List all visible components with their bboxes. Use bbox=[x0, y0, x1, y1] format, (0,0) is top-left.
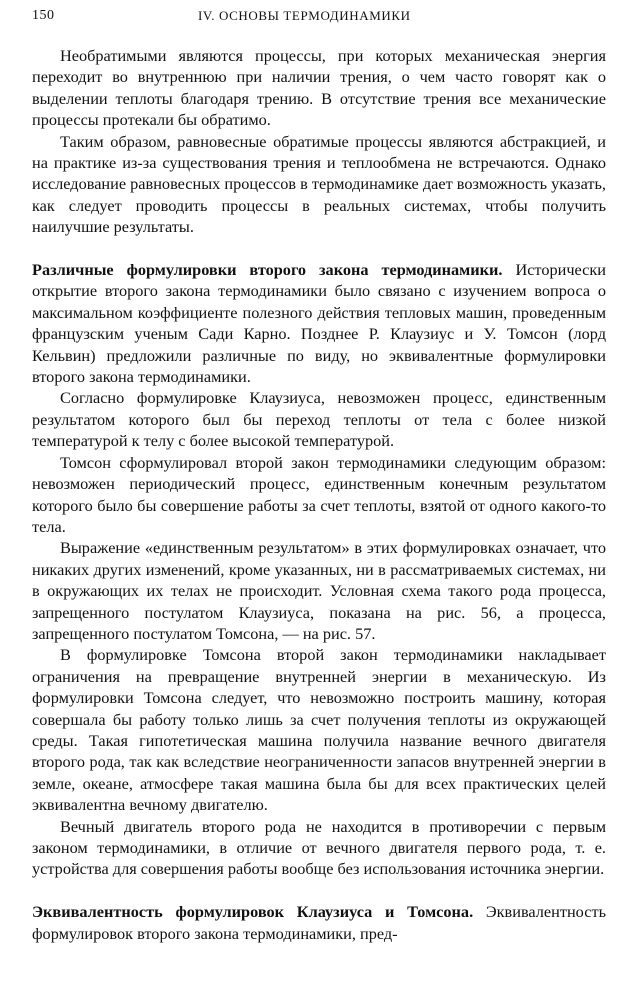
paragraph: Выражение «единственным результатом» в этих формулировках означает, что никаких других изменений, кроме указанных, ни в рассматриваемых системах, ни в окружающих их телах не происходит. Условная схема такого рода процесса, запрещенного постулатом Клаузиуса, показана на рис. 56, а процесса, запрещенного постулатом Томсона, — на рис. 57. bbox=[32, 538, 606, 643]
paragraph: В формулировке Томсона второй закон термодинамики накладывает ограничения на превращение внутренней энергии в механическую. Из формулировки Томсона следует, что невозможно построить машину, которая совершала бы работу только лишь за счет получения теплоты из окружающей среды. Такая гипотетическая машина получила название вечного двигателя второго рода, так как вследствие неограниченности запасов внутренней энергии в земле, океане, атмосфере такая машина была бы для всех практических целей эквивалентна вечному двигателю. bbox=[32, 645, 606, 815]
section-lead-text: Исторически открытие второго закона термодинамики было связано с изучением вопроса о максимальном коэффициенте полезного действия тепловых машин, проведенным французским ученым Сади Карно. Позднее Р. Клаузиус и У. Томсон (лорд Кельвин) предложили различные по виду, но эквивалентные формулировки второго закона термодинамики. bbox=[32, 260, 606, 387]
paragraph: Вечный двигатель второго рода не находится в противоречии с первым законом термодинамики, в отличие от вечного двигателя первого рода, т. е. устройства для совершения работы вообще без использования источника энергии. bbox=[32, 816, 606, 879]
section-paragraph bbox=[32, 901, 606, 944]
page-number: 150 bbox=[32, 8, 55, 23]
section-lead-text: Эквивалентность формулировок второго закона термодинамики, пред- bbox=[32, 902, 606, 943]
paragraph: Таким образом, равновесные обратимые процессы являются абстракцией, и на практике из-за существования трения и теплообмена не встречаются. Однако исследование равновесных процессов в термодинамике дает возможность указать, как следует проводить процессы в реальных системах, чтобы получить наилучшие результаты. bbox=[32, 131, 606, 237]
paragraph: Согласно формулировке Клаузиуса, невозможен процесс, единственным результатом которого был бы переход теплоты от тела с более низкой температурой к телу с более высокой температурой. bbox=[32, 388, 606, 451]
section-heading: Эквивалентность формулировок Клаузиуса и Томсона. bbox=[32, 902, 474, 922]
book-page bbox=[32, 8, 606, 944]
paragraph: Томсон сформулировал второй закон термодинамики следующим образом: невозможен периодический процесс, единственным конечным результатом которого было бы совершение работы за счет теплоты, взятой от одного какого-то тела. bbox=[32, 452, 606, 536]
paragraph: Необратимыми являются процессы, при которых механическая энергия переходит во внутреннюю при наличии трения, о чем часто говорят как о выделении теплоты благодаря трению. В отсутствие трения все механические процессы протекали бы обратимо. bbox=[32, 46, 606, 130]
body-text bbox=[32, 45, 606, 944]
section-paragraph bbox=[32, 259, 606, 387]
running-head: IV. ОСНОВЫ ТЕРМОДИНАМИКИ bbox=[198, 8, 411, 23]
page-header bbox=[32, 8, 606, 28]
section-heading: Различные формулировки второго закона термодинамики. bbox=[32, 260, 503, 280]
